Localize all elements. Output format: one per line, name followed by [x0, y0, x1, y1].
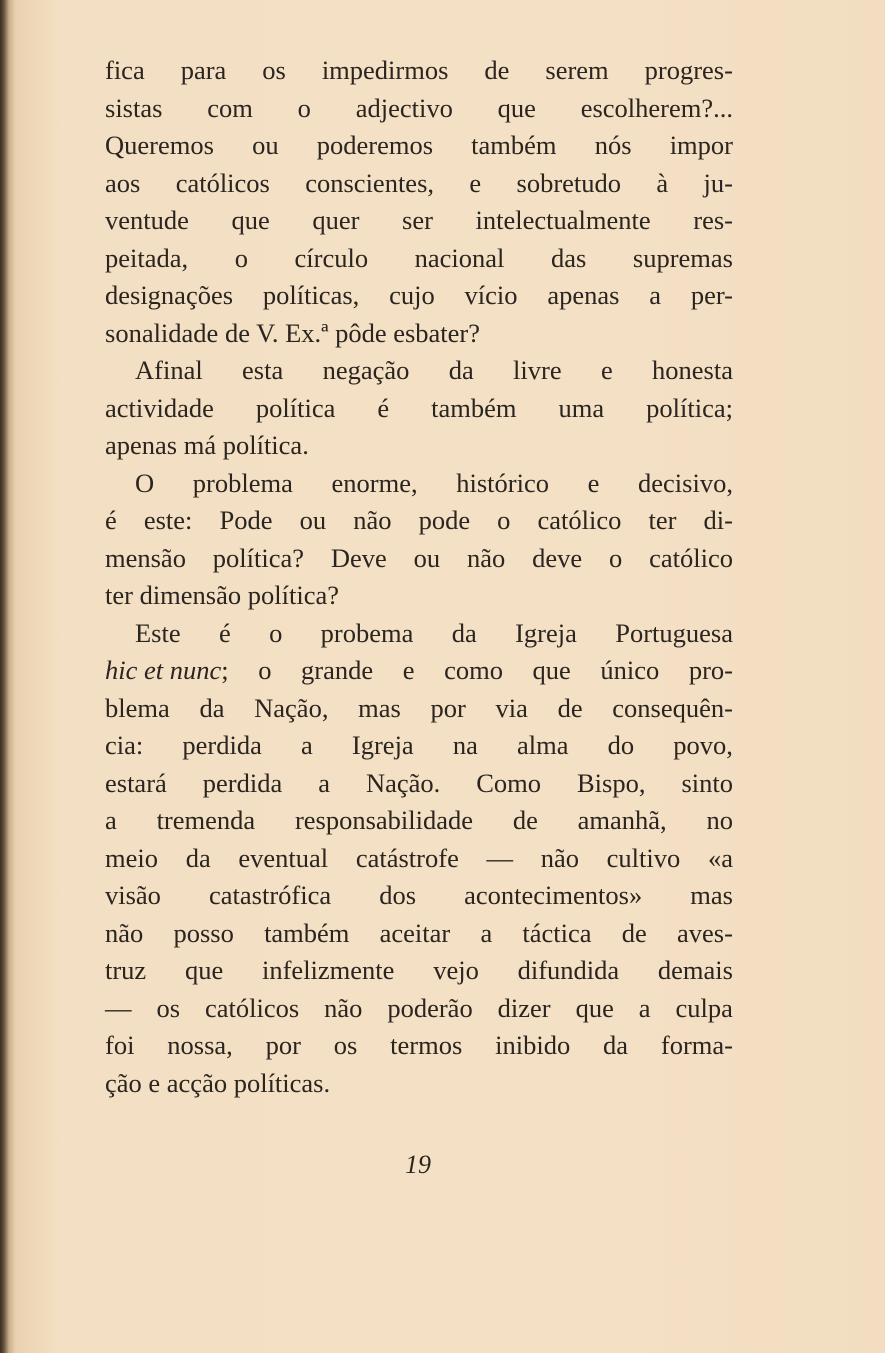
word: Bispo, [576, 767, 646, 798]
word: e [402, 655, 415, 685]
word: per- [690, 280, 733, 310]
word: livre [513, 355, 562, 385]
word: com [207, 92, 253, 123]
word: das [550, 242, 587, 273]
text-line [105, 915, 733, 953]
word: os [333, 1030, 358, 1060]
word: culpa [675, 992, 733, 1023]
word: por [265, 1030, 301, 1060]
word: hic et nunc; [105, 655, 229, 685]
word: truz [105, 955, 147, 985]
word: também [431, 392, 517, 423]
word: «a [707, 842, 733, 873]
word: que [231, 205, 270, 235]
word: táctica [522, 917, 592, 948]
word: Portuguesa [615, 617, 733, 648]
word: política [255, 392, 336, 423]
word: da [451, 617, 477, 648]
word: não [353, 505, 392, 535]
word: povo, [673, 730, 733, 760]
word: a [301, 730, 313, 760]
line-text: ção e acção políticas. [105, 1067, 331, 1098]
text-line [105, 202, 733, 240]
word: aves- [676, 917, 733, 948]
word: impedirmos [321, 55, 449, 85]
word: esta [242, 355, 284, 385]
word: catastrófica [209, 880, 332, 910]
word: difundida [517, 955, 620, 985]
word: demais [657, 955, 733, 985]
text-line [105, 952, 733, 990]
word: a [638, 992, 651, 1023]
word: política? [212, 542, 305, 573]
word: não [540, 842, 579, 873]
word: nós [594, 130, 632, 160]
word: ou [413, 542, 441, 573]
word: o [297, 92, 311, 123]
line-text: apenas má política. [105, 430, 309, 460]
text-line [105, 652, 733, 690]
text-line [105, 1065, 733, 1103]
word: negação [322, 355, 410, 385]
word: ou [299, 505, 327, 535]
word: Como [476, 767, 542, 798]
word: vício [464, 280, 518, 310]
word: também [264, 917, 350, 948]
word: o [269, 617, 283, 648]
word: e [600, 355, 613, 385]
word: este: [143, 505, 193, 535]
word: por [430, 692, 466, 723]
line-text: ter dimensão política? [105, 580, 339, 610]
word: de [557, 692, 583, 723]
word: o [234, 242, 248, 273]
word: para [180, 55, 227, 85]
word: aos [105, 167, 141, 198]
word: católicos [175, 167, 270, 198]
word: o [608, 542, 623, 573]
word: é [105, 505, 117, 535]
word: nacional [414, 242, 505, 273]
word: consequên- [612, 692, 733, 723]
text-line [105, 315, 733, 353]
body-text [105, 52, 733, 1102]
word: que [575, 992, 614, 1023]
text-line [105, 540, 733, 578]
word: vejo [433, 955, 479, 985]
word: mas [690, 880, 733, 910]
word: forma- [660, 1030, 733, 1060]
word: Igreja [515, 617, 577, 648]
word: aceitar [379, 917, 451, 948]
word: visão [105, 880, 161, 910]
word: designações [105, 280, 234, 310]
text-line [105, 277, 733, 315]
text-line [105, 990, 733, 1028]
word: apenas [547, 280, 620, 310]
word: probema [320, 617, 414, 648]
word: Nação. [365, 767, 441, 798]
word: católico [649, 542, 733, 573]
word: os [262, 55, 286, 85]
word: grande [301, 655, 374, 685]
word: na [452, 730, 478, 760]
word: eventual [238, 842, 329, 873]
word: honesta [652, 355, 733, 385]
word: uma [558, 392, 605, 423]
word: decisivo, [638, 467, 733, 498]
word: catástrofe [355, 842, 459, 873]
word: supremas [632, 242, 733, 273]
word: dizer [497, 992, 551, 1023]
word: o [258, 655, 272, 685]
word: ter [648, 505, 677, 535]
word: impor [669, 130, 733, 160]
word: Nação, [254, 692, 329, 723]
word: ser [402, 205, 433, 235]
word: no [706, 805, 733, 835]
word: pro- [688, 655, 733, 685]
word: nossa, [167, 1030, 233, 1060]
word: perdida [182, 730, 262, 760]
text-line [105, 840, 733, 878]
word: sinto [681, 767, 733, 798]
word: infelizmente [262, 955, 395, 985]
italic-phrase: hic et nunc [105, 655, 222, 685]
word: dos [379, 880, 417, 910]
word: não [467, 542, 506, 573]
word: da [185, 842, 211, 873]
word: res- [693, 205, 733, 235]
word: à [656, 167, 669, 198]
word: alma [517, 730, 569, 760]
word: posso [173, 917, 234, 948]
word: — [486, 842, 514, 873]
text-line [105, 465, 733, 503]
word: Este [135, 617, 181, 648]
page-number: 19 [405, 1150, 431, 1179]
word: católico [537, 505, 622, 535]
text-line [105, 615, 733, 653]
word: e [469, 167, 482, 198]
word: a [105, 805, 117, 835]
word: da [603, 1030, 629, 1060]
word: O [135, 467, 155, 498]
word: mensão [105, 542, 186, 573]
word: perdida [202, 767, 283, 798]
text-line [105, 52, 733, 90]
word: não [324, 992, 363, 1023]
word: meio [105, 842, 158, 873]
word: de [512, 805, 538, 835]
word: enorme, [331, 467, 418, 498]
word: que [532, 655, 571, 685]
word: único [600, 655, 660, 685]
word: blema [105, 692, 170, 723]
text-line [105, 690, 733, 728]
text-line [105, 427, 733, 465]
word: do [607, 730, 635, 760]
word: mas [358, 692, 401, 723]
word: católicos [204, 992, 300, 1023]
word: da [199, 692, 225, 723]
word: peitada, [105, 242, 189, 273]
word: sistas [105, 92, 163, 123]
word: é [218, 617, 231, 648]
word: que [497, 92, 536, 123]
word: quer [312, 205, 360, 235]
word: responsabilidade [294, 805, 474, 835]
text-line [105, 802, 733, 840]
word: cujo [389, 280, 435, 310]
word: pode [418, 505, 471, 535]
text-line [105, 1027, 733, 1065]
text-line [105, 240, 733, 278]
word: histórico [456, 467, 549, 498]
word: Igreja [351, 730, 414, 760]
word: conscientes, [305, 167, 435, 198]
word: política; [646, 392, 733, 423]
word: termos [390, 1030, 463, 1060]
word: de [621, 917, 647, 948]
word: serem [545, 55, 609, 85]
word: progres- [644, 55, 733, 85]
word: a [480, 917, 493, 948]
text-line [105, 127, 733, 165]
word: é [377, 392, 390, 423]
word: foi [105, 1030, 135, 1060]
word: ju- [703, 167, 733, 198]
word: problema [192, 467, 293, 498]
text-line [105, 765, 733, 803]
word: di- [703, 505, 733, 535]
word: ou [252, 130, 279, 160]
word: cultivo [606, 842, 681, 873]
word: escolherem?... [580, 92, 733, 123]
word: estará [105, 767, 167, 798]
word: e [587, 467, 600, 498]
word: actividade [105, 392, 214, 423]
word: fica [105, 55, 145, 85]
word: adjectivo [355, 92, 453, 123]
line-text: sonalidade de V. Ex.ª pôde esbater? [105, 317, 481, 348]
word: também [471, 130, 557, 160]
word: a [318, 767, 330, 798]
word: via [495, 692, 528, 723]
word: políticas, [262, 280, 360, 310]
word: Afinal [135, 355, 203, 385]
word: Queremos [105, 130, 214, 160]
word: que [184, 955, 224, 985]
text-line [105, 165, 733, 203]
word: inibido [495, 1030, 571, 1060]
word: não [105, 917, 144, 948]
word: como [444, 655, 503, 685]
word: poderão [387, 992, 473, 1023]
word: Deve [330, 542, 387, 573]
word: cia: [105, 730, 144, 760]
word: intelectualmente [475, 205, 651, 235]
word: de [484, 55, 510, 85]
text-line [105, 352, 733, 390]
word: a [649, 280, 662, 310]
text-line [105, 390, 733, 428]
word: os [156, 992, 181, 1023]
word: amanhã, [577, 805, 667, 835]
word: ventude [105, 205, 189, 235]
text-line [105, 877, 733, 915]
word: poderemos [316, 130, 434, 160]
word: Pode [219, 505, 273, 535]
text-line [105, 577, 733, 615]
text-line [105, 502, 733, 540]
word: tremenda [156, 805, 256, 835]
text-line [105, 90, 733, 128]
word: sobretudo [516, 167, 622, 198]
word: deve [532, 542, 583, 573]
word: acontecimentos» [464, 880, 643, 910]
word: da [448, 355, 474, 385]
text-line [105, 727, 733, 765]
word: — [105, 992, 132, 1023]
word: círculo [294, 242, 369, 273]
word: o [497, 505, 511, 535]
